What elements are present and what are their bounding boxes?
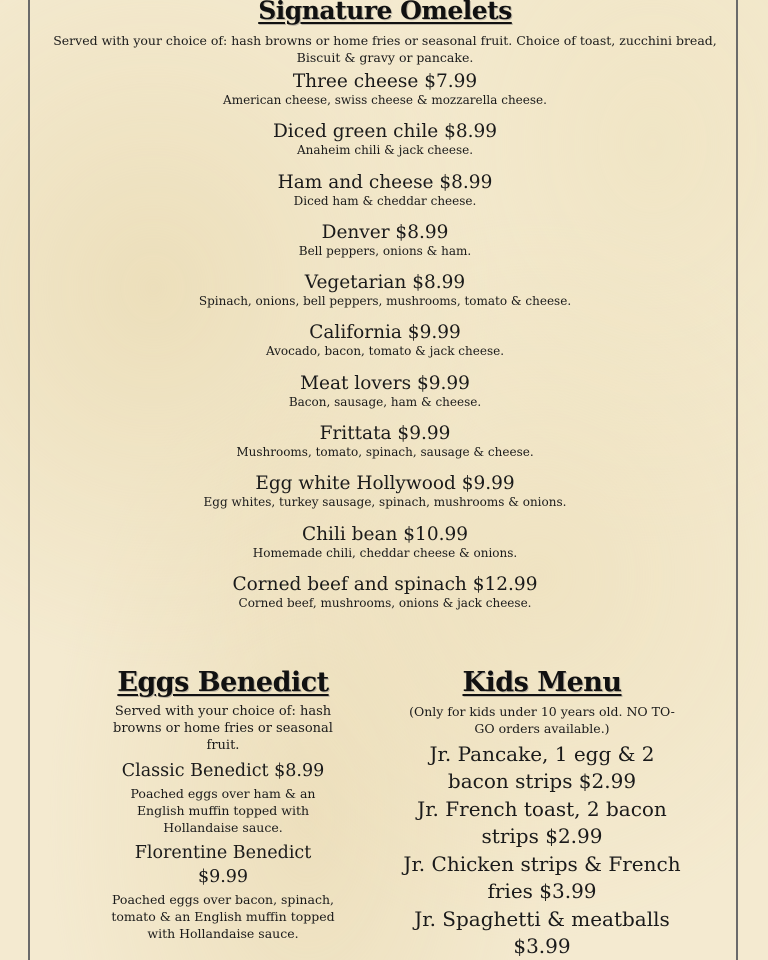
- menu-item: [40, 521, 730, 571]
- omelets-intro: Served with your choice of: hash browns or home fries or seasonal fruit. Choice of toast, zucchini bread, Biscuit & gravy or pancake.: [53, 33, 717, 65]
- menu-item: [40, 269, 730, 319]
- item-name: Corned beef and spinach $12.99: [232, 573, 538, 595]
- item-description: Mushrooms, tomato, spinach, sausage & cheese.: [236, 445, 534, 460]
- right-border-line: [736, 0, 738, 960]
- item-name: Three cheese $7.99: [292, 71, 478, 92]
- item-description: Anaheim chili & jack cheese.: [296, 143, 474, 158]
- item-name: Classic Benedict $8.99: [121, 761, 325, 781]
- section-title-kids: Kids Menu: [462, 667, 622, 698]
- item-description: Bell peppers, onions & ham.: [298, 243, 472, 258]
- benedict-intro: Served with your choice of: hash browns or home fries or seasonal fruit.: [113, 704, 333, 753]
- item-description: Egg whites, turkey sausage, spinach, mushrooms & onions.: [203, 495, 567, 510]
- item-name: Florentine Benedict $9.99: [134, 843, 312, 887]
- item-name: Denver $8.99: [321, 221, 449, 243]
- menu-item: [40, 169, 730, 219]
- item-name: Diced green chile $8.99: [272, 121, 498, 143]
- menu-item: [40, 219, 730, 269]
- menu-item: [40, 420, 730, 470]
- item-description: Avocado, bacon, tomato & jack cheese.: [265, 344, 505, 359]
- item-name: Ham and cheese $8.99: [277, 171, 493, 193]
- item-name: California $9.99: [309, 322, 461, 344]
- item-description: Diced ham & cheddar cheese.: [293, 193, 477, 208]
- menu-item: [40, 470, 730, 520]
- section-title-benedict: Eggs Benedict: [117, 667, 329, 698]
- menu-item: [40, 370, 730, 420]
- kids-item-list: [402, 741, 682, 960]
- kids-menu-item: Jr. Chicken strips & French fries $3.99: [403, 852, 681, 903]
- menu-item: [40, 319, 730, 369]
- menu-item: [40, 571, 730, 621]
- item-description: Poached eggs over bacon, spinach, tomato & an English muffin topped with Hollandaise sauce.: [111, 892, 335, 941]
- kids-intro: (Only for kids under 10 years old. NO TO-GO orders available.): [409, 704, 675, 736]
- kids-menu-item: Jr. Spaghetti & meatballs $3.99: [414, 907, 670, 958]
- eggs-benedict-section: [108, 664, 338, 942]
- item-description: Spinach, onions, bell peppers, mushrooms, tomato & cheese.: [198, 294, 572, 309]
- kids-menu-section: [402, 664, 682, 960]
- item-description: Poached eggs over ham & an English muffin topped with Hollandaise sauce.: [130, 786, 316, 835]
- section-title-omelets: Signature Omelets: [258, 0, 512, 25]
- item-name: Egg white Hollywood $9.99: [255, 473, 515, 495]
- kids-menu-item: Jr. French toast, 2 bacon strips $2.99: [417, 797, 667, 848]
- item-description: Homemade chili, cheddar cheese & onions.: [252, 545, 518, 560]
- signature-omelets-section: [40, 0, 730, 621]
- menu-item: [40, 118, 730, 168]
- item-description: Corned beef, mushrooms, onions & jack cheese.: [238, 595, 532, 610]
- item-name: Meat lovers $9.99: [300, 372, 470, 394]
- menu-item: [40, 68, 730, 118]
- item-description: Bacon, sausage, ham & cheese.: [288, 394, 482, 409]
- item-description: American cheese, swiss cheese & mozzarella cheese.: [223, 93, 547, 107]
- left-border-line: [28, 0, 30, 960]
- omelet-list: [40, 68, 730, 621]
- item-name: Frittata $9.99: [319, 423, 451, 445]
- item-name: Vegetarian $8.99: [304, 272, 466, 294]
- item-name: Chili bean $10.99: [301, 523, 469, 545]
- kids-menu-item: Jr. Pancake, 1 egg & 2 bacon strips $2.99: [429, 742, 655, 793]
